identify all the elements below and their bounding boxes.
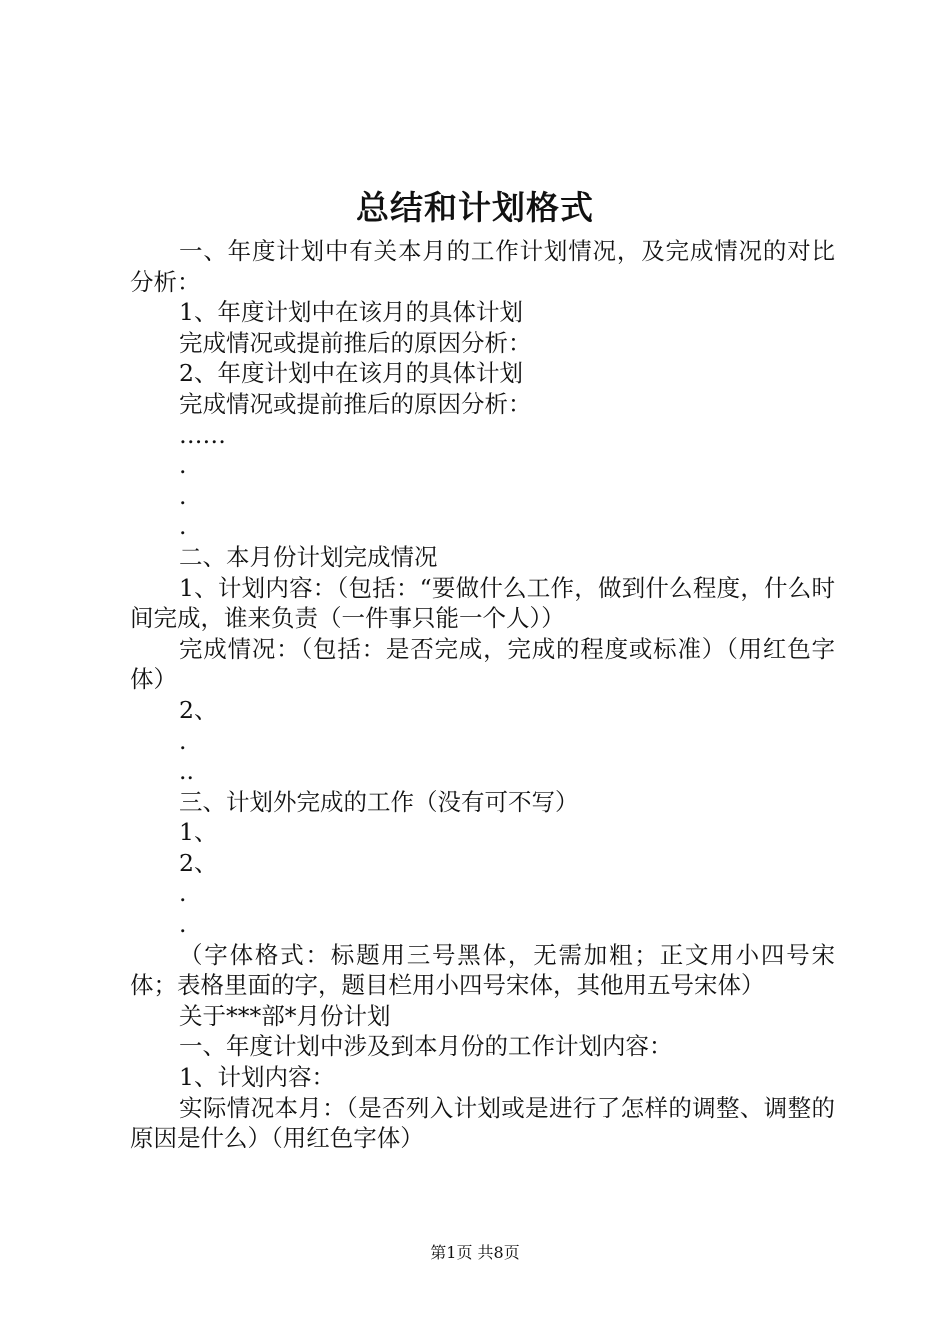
body-paragraph: 实际情况本月：（是否列入计划或是进行了怎样的调整、调整的原因是什么）（用红色字体）: [130, 1093, 835, 1153]
body-line: 2、: [179, 695, 218, 724]
body-line: 完成情况或提前推后的原因分析：: [179, 389, 532, 418]
body-paragraph: 完成情况：（包括：是否完成，完成的程度或标准）（用红色字体）: [130, 634, 835, 694]
body-line: 一、年度计划中涉及到本月份的工作计划内容：: [179, 1032, 673, 1061]
body-line: 完成情况或提前推后的原因分析：: [179, 328, 532, 357]
body-line: 2、年度计划中在该月的具体计划: [179, 359, 523, 388]
body-line: 2、: [179, 848, 218, 877]
dot-line: .: [179, 910, 187, 939]
dot-line: .: [179, 481, 187, 510]
body-line: 1、年度计划中在该月的具体计划: [179, 298, 523, 327]
dot-line: ..: [179, 757, 194, 786]
document-title: 总结和计划格式: [356, 188, 594, 227]
dot-line: .: [179, 451, 187, 480]
dot-line: .: [179, 879, 187, 908]
document-body: [130, 236, 835, 1154]
font-format-note: （字体格式：标题用三号黑体，无需加粗；正文用小四号宋体；表格里面的字，题目栏用小四号宋体，其他用五号宋体）: [130, 940, 835, 1000]
section-2-heading: 二、本月份计划完成情况: [179, 542, 438, 571]
section-3-heading: 三、计划外完成的工作（没有可不写）: [179, 787, 579, 816]
dot-line: .: [179, 512, 187, 541]
dot-line: .: [179, 726, 187, 755]
ellipsis-line: ……: [179, 420, 226, 449]
subheading: 关于***部*月份计划: [179, 1001, 391, 1030]
body-line: 1、计划内容：: [179, 1063, 335, 1092]
page-number: 第1页 共8页: [430, 1243, 520, 1262]
body-line: 1、: [179, 818, 218, 847]
body-paragraph: 1、计划内容：（包括：“要做什么工作，做到什么程度，什么时间完成，谁来负责（一件事只能一个人））: [130, 573, 835, 633]
section-1-heading: 一、年度计划中有关本月的工作计划情况，及完成情况的对比分析：: [130, 237, 835, 296]
